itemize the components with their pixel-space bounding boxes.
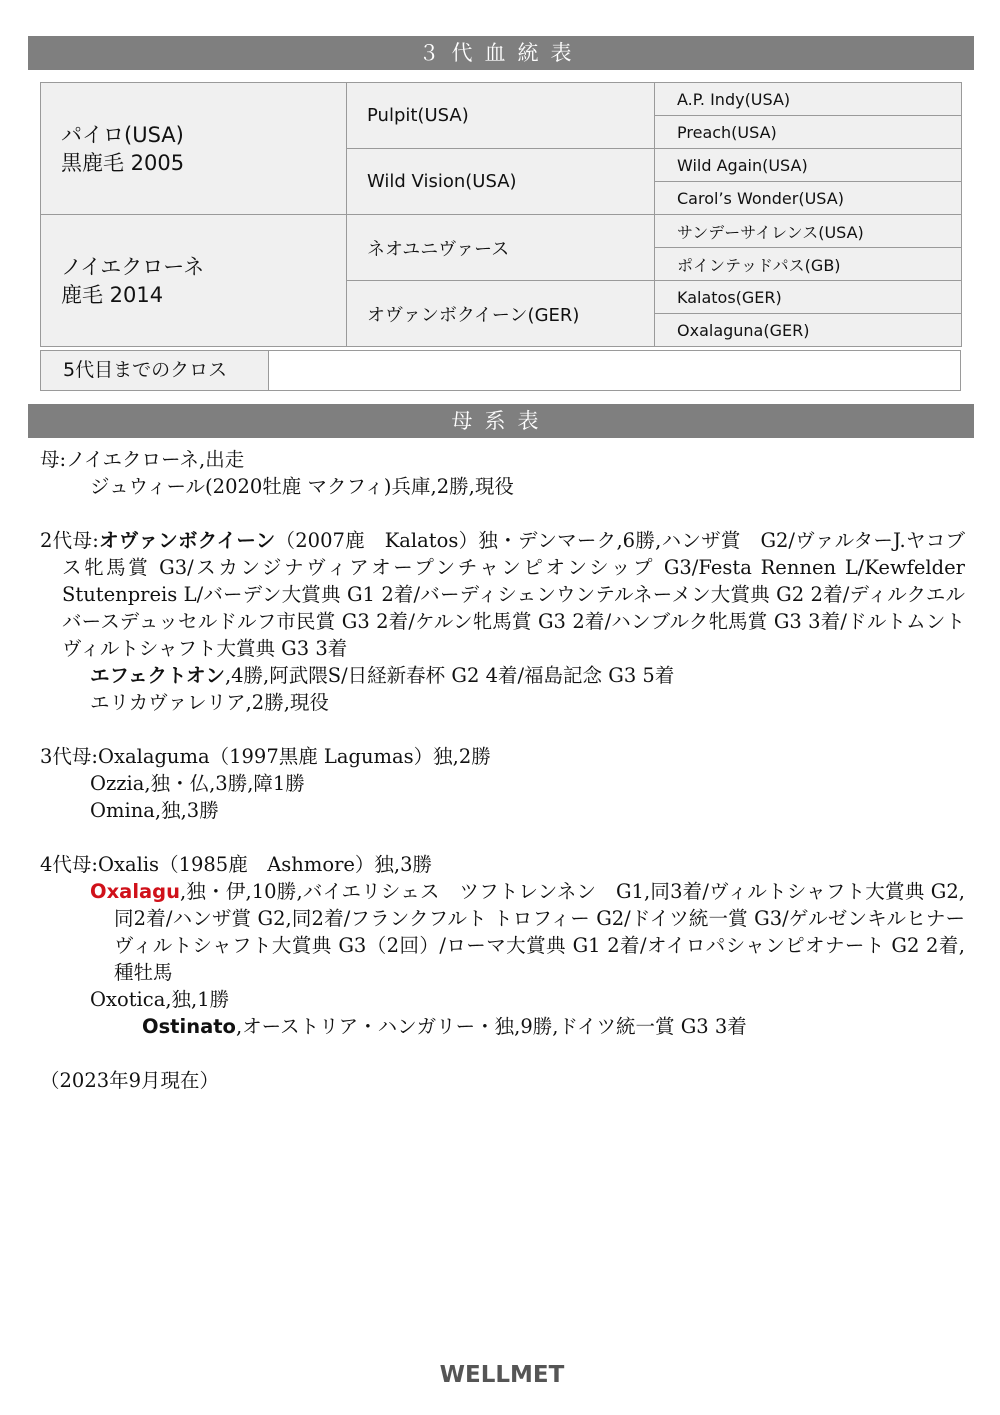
third-dam-child-1: Ozzia,独・仏,3勝,障1勝: [90, 772, 305, 795]
dam-info: 鹿毛 2014: [61, 282, 164, 307]
g3-cell-8: Oxalaguna(GER): [655, 314, 962, 347]
grandchild-text: ,オーストリア・ハンガリー・独,9勝,ドイツ統一賞 G3 3着: [235, 1015, 747, 1038]
second-dam-text: （2007鹿 Kalatos）独・デンマーク,6勝,ハンザ賞 G2/ヴァルターJ.ヤコブス牝馬賞 G3/スカンジナヴィアオープンチャンピオンシップ G3/Festa Rennen L/Kewfelder Stutenpreis L/バーデン大賞典 G1 2着/バーディシェンウンテルネーメン大賞典 G2 2着/ディルクエルバースデュッセルドルフ市民賞 G3 2着/ケルン牝馬賞 G3 2着/ハンブルク牝馬賞 G3 3着/ドルトムントヴィルトシャフト大賞典 G3 3着: [62, 529, 965, 660]
family-table: [40, 446, 965, 1094]
fourth-dam-line: 4代母:Oxalis（1985鹿 Ashmore）独,3勝: [40, 853, 433, 876]
sire-sire-cell: Pulpit(USA): [347, 83, 655, 149]
child-text: ,4勝,阿武隈S/日経新春杯 G2 4着/福島記念 G3 5着: [224, 664, 675, 687]
second-dam-child-2: エリカヴァレリア,2勝,現役: [90, 691, 329, 714]
child-name: エフェクトオン: [90, 664, 225, 687]
dam-sire-cell: ネオユニヴァース: [347, 215, 655, 281]
fourth-dam-grandchild: [40, 1013, 965, 1040]
sire-cell: [41, 83, 347, 215]
g3-cell-5: サンデーサイレンス(USA): [655, 215, 962, 248]
fourth-dam-child-1: [40, 878, 965, 986]
second-dam-line: [40, 527, 965, 662]
fourth-dam-child-2: Oxotica,独,1勝: [90, 988, 230, 1011]
second-dam-prefix: 2代母:: [40, 529, 99, 552]
child-text: ,独・伊,10勝,バイエリシェス ツフトレンネン G1,同3着/ヴィルトシャフト大賞典 G2,同2着/ハンザ賞 G2,同2着/フランクフルト トロフィー G2/ドイツ統一賞 G3/ゲルゼンキルヒナー ヴィルトシャフト大賞典 G3（2回）/ローマ大賞典 G1 2着/オイロパシャンピオナート G2 2着,種牡馬: [114, 880, 965, 984]
g3-cell-6: ポインテッドパス(GB): [655, 248, 962, 281]
cross-value: [270, 351, 960, 390]
family-header: 母系表: [28, 404, 974, 438]
grandchild-name: Ostinato: [142, 1015, 236, 1038]
wellmet-logo: WELLMET: [439, 1362, 565, 1388]
cross-row: [40, 350, 961, 391]
second-dam-child-1: [40, 662, 965, 689]
second-dam-name: オヴァンボクイーン: [98, 529, 276, 552]
dam-cell: [41, 215, 347, 347]
g3-cell-3: Wild Again(USA): [655, 149, 962, 182]
pedigree-header: ３代血統表: [28, 36, 974, 70]
dam-name: ノイエクローネ: [61, 254, 205, 279]
sire-info: 黒鹿毛 2005: [61, 150, 185, 175]
dam-dam-cell: オヴァンボクイーン(GER): [347, 281, 655, 347]
pedigree-table: [40, 82, 962, 347]
sire-name: パイロ(USA): [61, 122, 184, 147]
g3-cell-4: Carol’s Wonder(USA): [655, 182, 962, 215]
child-name-red: Oxalagu: [90, 880, 180, 903]
dam-child: ジュウィール(2020牡鹿 マクフィ)兵庫,2勝,現役: [90, 475, 514, 498]
sire-dam-cell: Wild Vision(USA): [347, 149, 655, 215]
g3-cell-7: Kalatos(GER): [655, 281, 962, 314]
as-of-date: （2023年9月現在）: [40, 1069, 220, 1092]
g3-cell-2: Preach(USA): [655, 116, 962, 149]
g3-cell-1: A.P. Indy(USA): [655, 83, 962, 116]
dam-line: 母:ノイエクローネ,出走: [40, 448, 245, 471]
cross-label: 5代目までのクロス: [41, 351, 269, 390]
third-dam-child-2: Omina,独,3勝: [90, 799, 219, 822]
third-dam-line: 3代母:Oxalaguma（1997黒鹿 Lagumas）独,2勝: [40, 745, 491, 768]
